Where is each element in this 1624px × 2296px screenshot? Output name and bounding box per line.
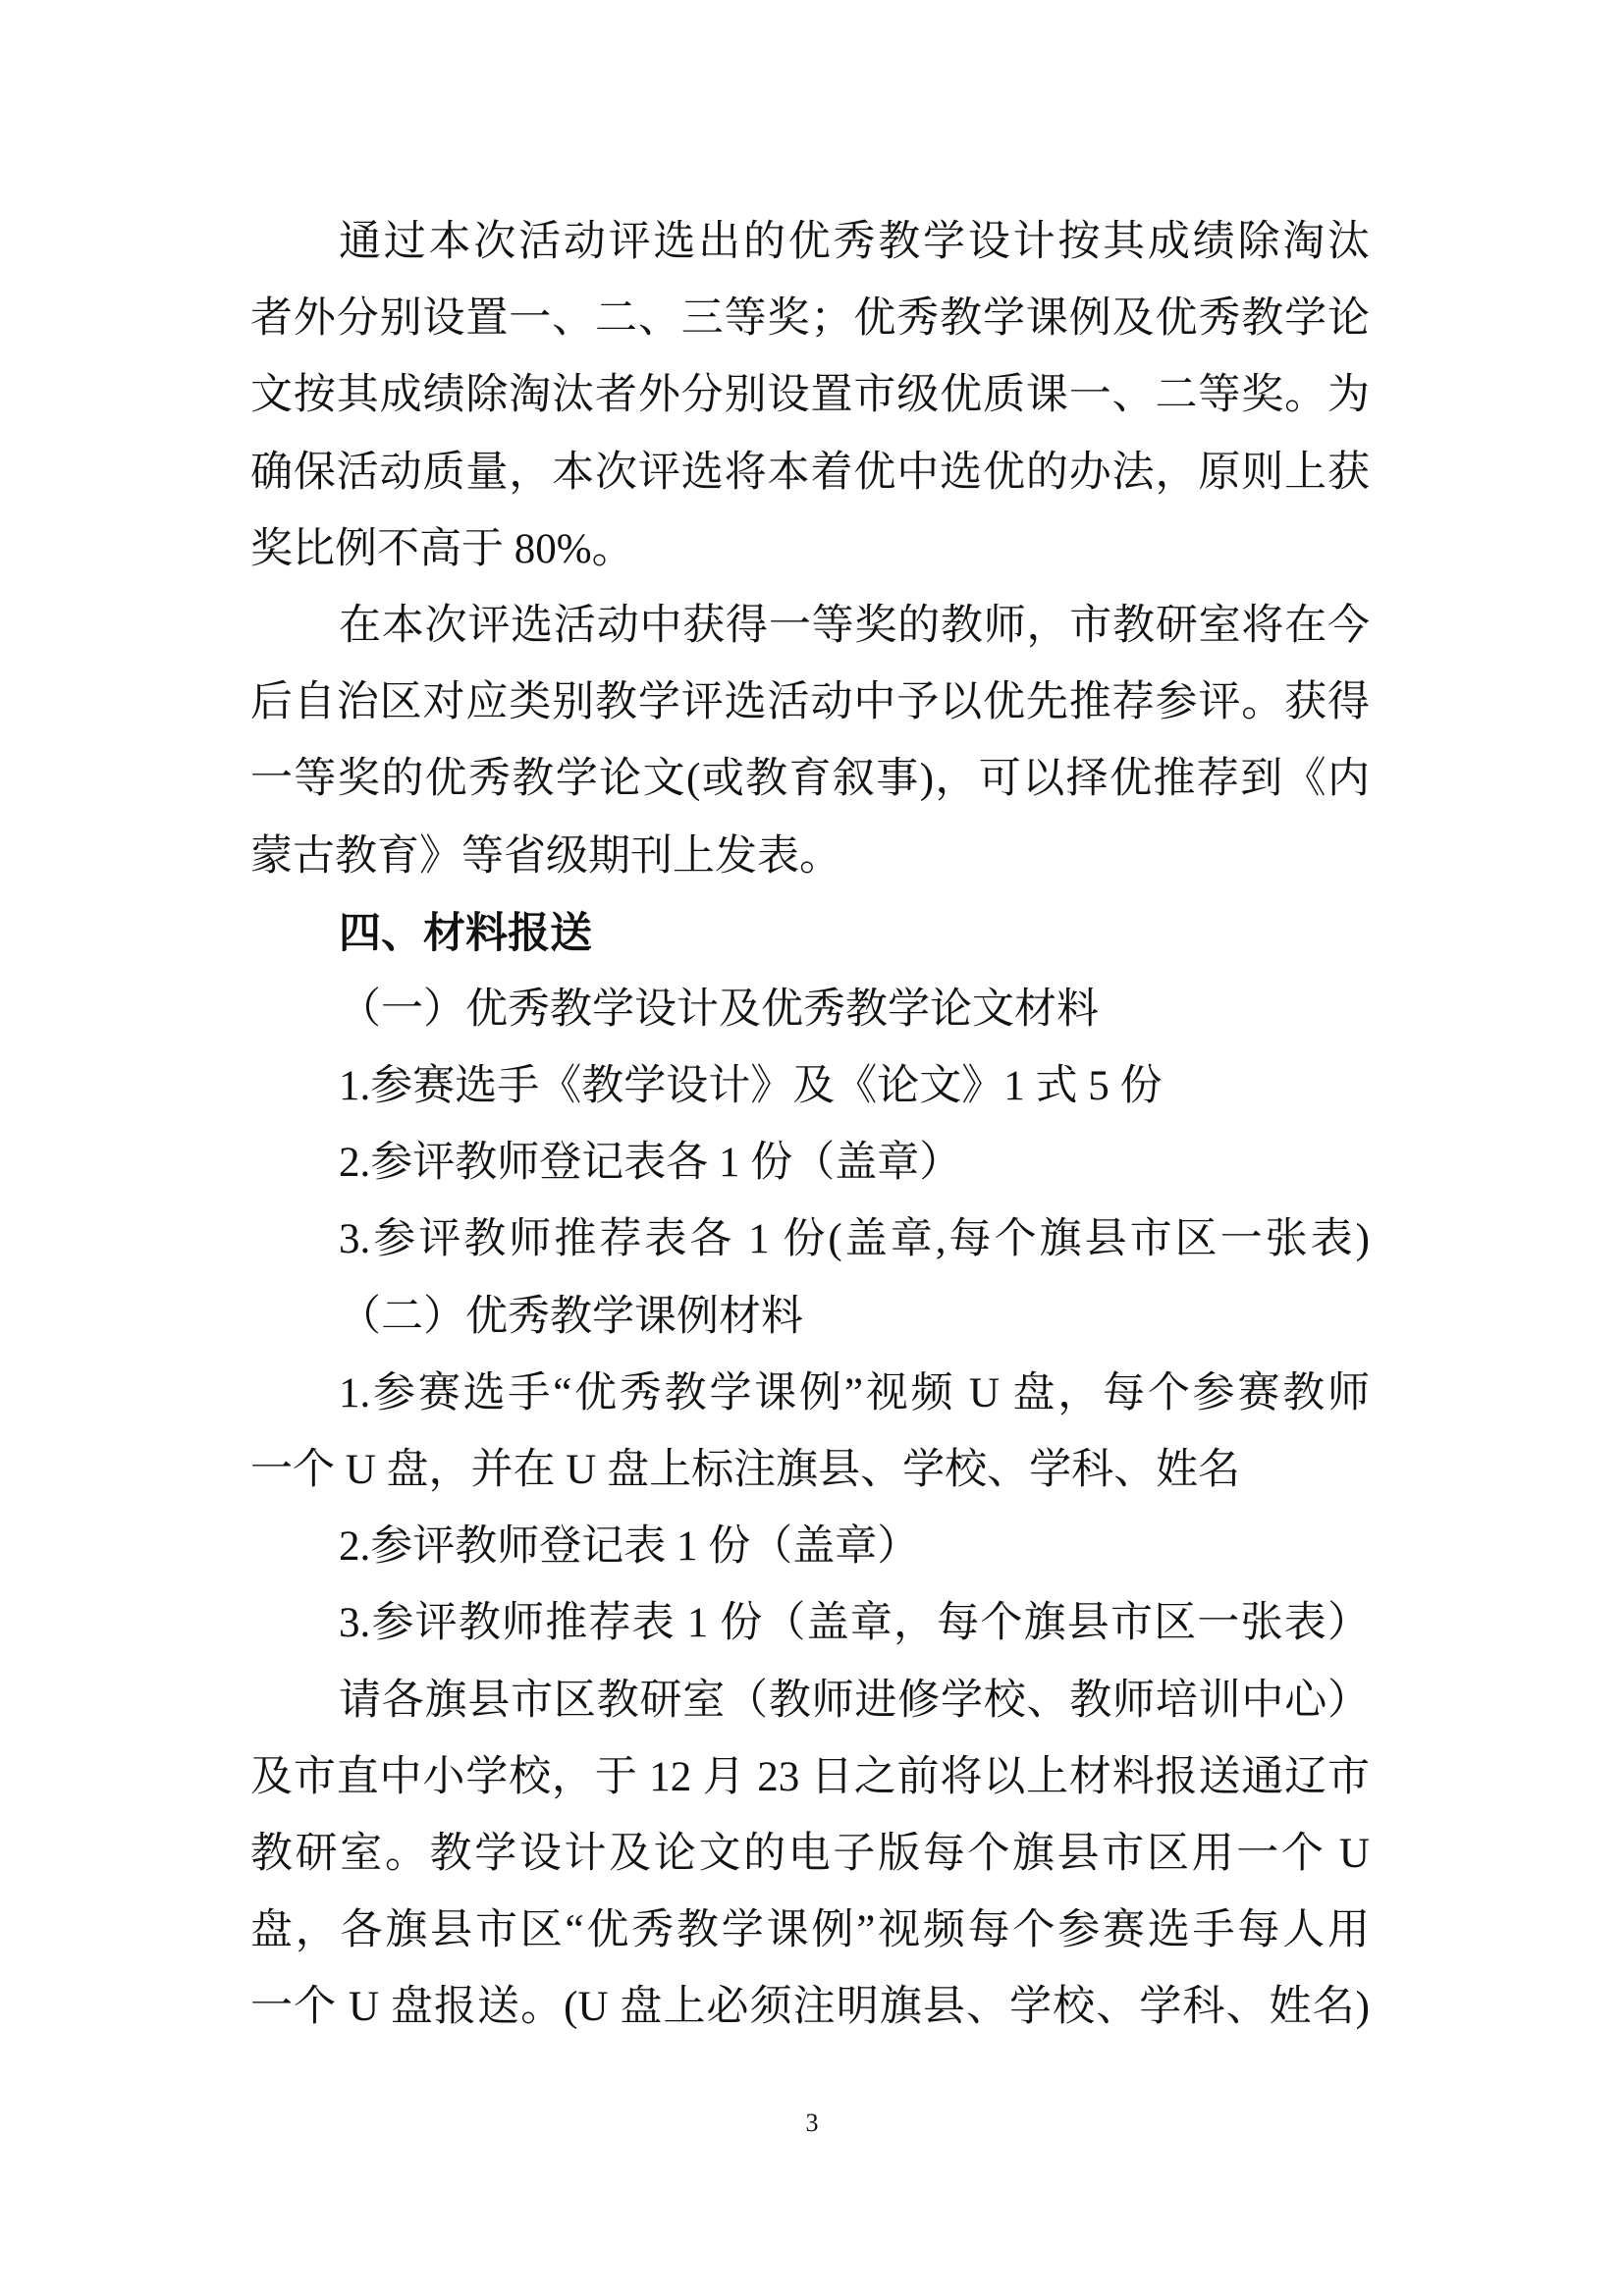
- list-item: 2.参评教师登记表 1 份（盖章）: [339, 1523, 920, 1571]
- paragraph-line: 蒙古教育》等省级期刊上发表。: [250, 832, 841, 880]
- body-text: [250, 204, 1370, 2047]
- paragraph-awards: [250, 204, 1370, 588]
- list-item-continuation: 一个 U 盘，并在 U 盘上标注旗县、学校、学科、姓名: [250, 1447, 1241, 1493]
- list-item: 3.参评教师推荐表各 1 份(盖章,每个旗县市区一张表): [339, 1216, 1370, 1263]
- paragraph-line: 确保活动质量，本次评选将本着优中选优的办法，原则上获: [250, 449, 1370, 496]
- paragraph-line: 文按其成绩除淘汰者外分别设置市级优质课一、二等奖。为: [250, 372, 1370, 419]
- paragraph-line: 后自治区对应类别教学评选活动中予以优先推荐参评。获得: [250, 679, 1370, 726]
- subsection-teaching-design-materials: [250, 972, 1370, 1279]
- subsection-title: （二）优秀教学课例材料: [339, 1293, 803, 1340]
- page-number: 3: [805, 2109, 819, 2137]
- list-item: 1.参赛选手《教学设计》及《论文》1 式 5 份: [339, 1063, 1163, 1110]
- section-heading: 四、材料报送: [339, 908, 592, 958]
- list-item: 3.参评教师推荐表 1 份（盖章，每个旗县市区一张表）: [339, 1600, 1370, 1647]
- list-item: 2.参评教师登记表各 1 份（盖章）: [339, 1140, 962, 1187]
- list-item: 1.参赛选手“优秀教学课例”视频 U 盘，每个参赛教师: [339, 1369, 1370, 1416]
- subsection-title: （一）优秀教学设计及优秀教学论文材料: [339, 986, 1099, 1033]
- paragraph-line: 请各旗县市区教研室（教师进修学校、教师培训中心）: [339, 1677, 1370, 1724]
- paragraph-line: 奖比例不高于 80%。: [250, 525, 634, 572]
- paragraph-line: 在本次评选活动中获得一等奖的教师，市教研室将在今: [339, 602, 1370, 649]
- paragraph-recommendation: [250, 588, 1370, 895]
- paragraph-line: 一等奖的优秀教学论文(或教育叙事)，可以择优推荐到《内: [250, 756, 1370, 803]
- paragraph-line: 盘，各旗县市区“优秀教学课例”视频每个参赛选手每人用: [250, 1907, 1370, 1954]
- paragraph-line: 者外分别设置一、二、三等奖；优秀教学课例及优秀教学论: [250, 295, 1370, 343]
- paragraph-line: 一个 U 盘报送。(U 盘上必须注明旗县、学校、学科、姓名): [250, 1984, 1370, 2031]
- paragraph-line: 教研室。教学设计及论文的电子版每个旗县市区用一个 U: [250, 1830, 1370, 1877]
- paragraph-line: 及市直中小学校，于 12 月 23 日之前将以上材料报送通辽市: [250, 1753, 1370, 1800]
- paragraph-submission: [250, 1663, 1370, 2047]
- paragraph-line: 通过本次活动评选出的优秀教学设计按其成绩除淘汰: [339, 219, 1370, 265]
- subsection-lesson-materials: [250, 1279, 1370, 1663]
